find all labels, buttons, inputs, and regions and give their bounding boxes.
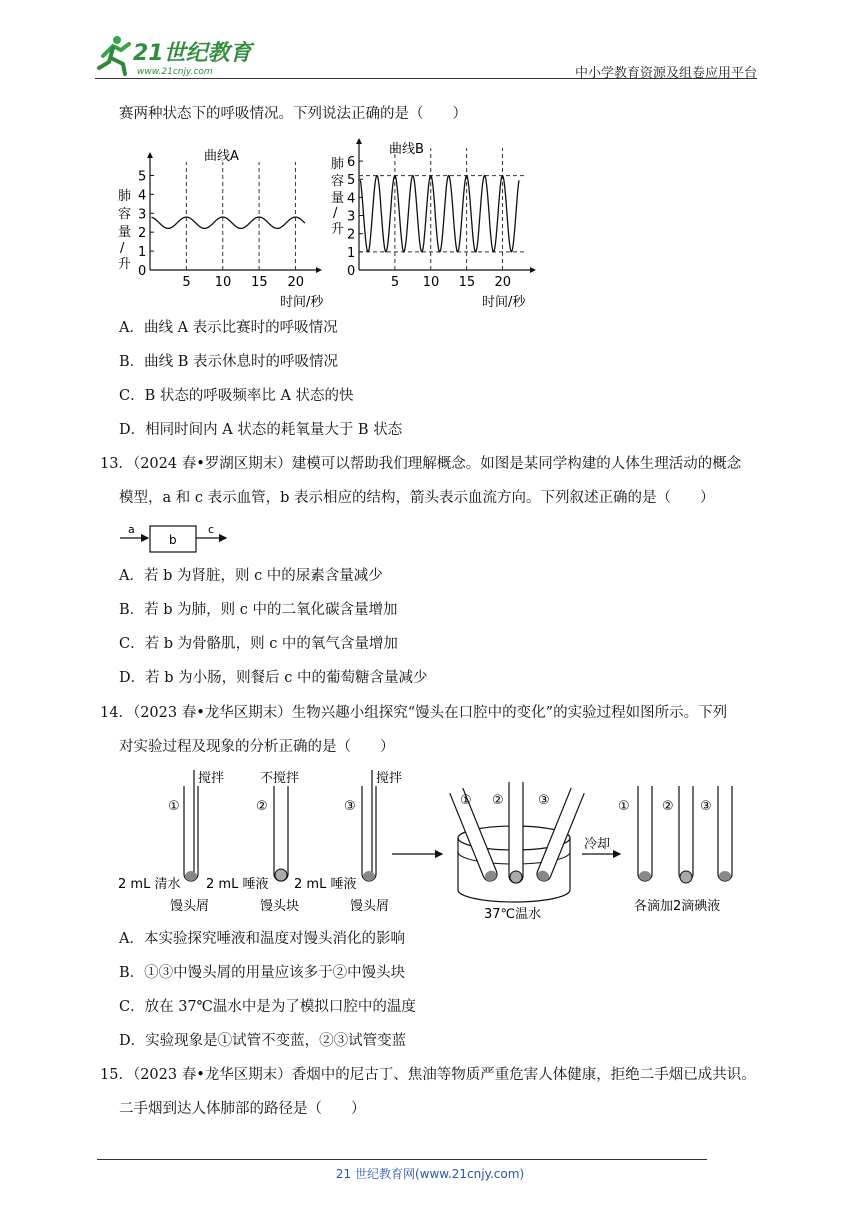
q12-stem: 赛两种状态下的呼吸情况。下列说法正确的是（ ） xyxy=(119,106,467,122)
q14-option-d: D．实验现象是①试管不变蓝，②③试管变蓝 xyxy=(119,1033,407,1049)
vessel-a-label: a xyxy=(128,523,135,536)
x-tick-label: 5 xyxy=(390,275,400,290)
x-axis-arrow-icon xyxy=(316,267,322,273)
q12-option-b: B．曲线 B 表示休息时的呼吸情况 xyxy=(119,354,339,370)
x-tick-label: 10 xyxy=(422,275,440,290)
q14-option-b: B．①③中馒头屑的用量应该多于②中馒头块 xyxy=(119,965,406,981)
tube-3 xyxy=(294,770,402,914)
site-logo xyxy=(95,34,265,80)
svg-text:2 mL 唾液: 2 mL 唾液 xyxy=(206,877,269,892)
q12-option-d: D．相同时间内 A 状态的耗氧量大于 B 状态 xyxy=(119,422,403,438)
data-series-line xyxy=(152,217,305,228)
chart-curve-b xyxy=(327,135,542,310)
y-axis-arrow-icon xyxy=(147,152,153,158)
x-tick-label: 5 xyxy=(182,275,191,290)
chart-curve-a xyxy=(112,142,327,310)
y-tick-label: 5 xyxy=(138,169,147,185)
tubes-final xyxy=(618,786,732,914)
chart-b-title: 曲线B xyxy=(389,142,424,157)
svg-text:②: ② xyxy=(492,793,504,808)
svg-text:②: ② xyxy=(662,799,674,814)
q12-option-c: C．B 状态的呼吸频率比 A 状态的快 xyxy=(119,388,354,404)
tube-1 xyxy=(118,770,224,914)
svg-text:肺: 肺 xyxy=(331,157,345,172)
x-tick-label: 10 xyxy=(214,275,232,290)
svg-text:馒头屑: 馒头屑 xyxy=(350,899,390,914)
q13-option-d: D．若 b 为小肠，则餐后 c 中的葡萄糖含量减少 xyxy=(119,670,428,686)
water-bath xyxy=(450,782,584,922)
svg-text:2 mL 清水: 2 mL 清水 xyxy=(118,877,181,892)
chart-a-ylabel xyxy=(118,188,131,272)
svg-text:馒头块: 馒头块 xyxy=(260,899,300,914)
svg-text:③: ③ xyxy=(538,793,550,808)
tube-2 xyxy=(206,770,299,914)
q15-stem-line2: 二手烟到达人体肺部的路径是（ ） xyxy=(119,1101,366,1117)
x-tick-label: 20 xyxy=(494,275,512,290)
y-tick-label: 0 xyxy=(138,264,147,279)
svg-text:升: 升 xyxy=(331,222,345,237)
q14-stem-line1: 14．（2023 春•龙华区期末）生物兴趣小组探究“馒头在口腔中的变化”的实验过程如图所示。下列 xyxy=(100,705,728,721)
svg-text:量: 量 xyxy=(331,191,345,206)
logo-url: www.21cnjy.com xyxy=(137,67,213,77)
x-axis-arrow-icon xyxy=(530,267,536,273)
vessel-c-label: c xyxy=(208,523,215,536)
svg-text:搅拌: 搅拌 xyxy=(198,771,225,786)
svg-text:各滴加2滴碘液: 各滴加2滴碘液 xyxy=(634,899,721,914)
header-rule xyxy=(95,78,757,79)
chart-a-title: 曲线A xyxy=(204,149,239,164)
blood-flow-model xyxy=(116,518,236,558)
platform-name: 中小学教育资源及组卷应用平台 xyxy=(574,66,757,81)
x-tick-label: 15 xyxy=(251,275,268,290)
y-tick-label: 3 xyxy=(138,207,147,223)
y-tick-label: 2 xyxy=(138,226,147,242)
svg-text:③: ③ xyxy=(700,799,712,814)
y-tick-label: 0 xyxy=(347,264,356,279)
svg-text:不搅拌: 不搅拌 xyxy=(260,771,300,786)
y-axis-arrow-icon xyxy=(356,138,362,144)
q14-stem-line2: 对实验过程及现象的分析正确的是（ ） xyxy=(119,739,395,755)
q13-option-c: C．若 b 为骨骼肌，则 c 中的氧气含量增加 xyxy=(119,636,398,652)
y-tick-label: 1 xyxy=(138,245,147,261)
svg-text:搅拌: 搅拌 xyxy=(376,771,403,786)
q15-stem-line1: 15．（2023 春•龙华区期末）香烟中的尼古丁、焦油等物质严重危害人体健康，拒绝二手烟已成共识。 xyxy=(100,1067,756,1083)
y-tick-label: 4 xyxy=(347,191,356,207)
y-tick-label: 5 xyxy=(347,173,356,189)
data-series-line xyxy=(360,176,519,252)
svg-text:/: / xyxy=(333,206,338,221)
svg-text:2 mL 唾液: 2 mL 唾液 xyxy=(294,877,357,892)
svg-text:②: ② xyxy=(256,799,268,814)
svg-text:升: 升 xyxy=(118,257,132,272)
q13-option-a: A．若 b 为肾脏，则 c 中的尿素含量减少 xyxy=(119,568,383,584)
logo-text: 21世纪教育 xyxy=(133,41,252,66)
svg-text:①: ① xyxy=(460,793,472,808)
q12-option-a: A．曲线 A 表示比赛时的呼吸情况 xyxy=(119,320,338,336)
y-tick-label: 6 xyxy=(347,155,356,171)
svg-text:①: ① xyxy=(618,799,630,814)
svg-text:肺: 肺 xyxy=(118,189,132,204)
runner-icon xyxy=(99,36,129,74)
y-tick-label: 2 xyxy=(347,227,356,243)
chart-b-xlabel: 时间/秒 xyxy=(482,295,526,310)
y-tick-label: 1 xyxy=(347,245,356,261)
structure-b-label: b xyxy=(169,533,177,547)
svg-text:容: 容 xyxy=(331,174,345,189)
q13-option-b: B．若 b 为肺，则 c 中的二氧化碳含量增加 xyxy=(119,602,398,618)
q14-option-c: C．放在 37℃温水中是为了模拟口腔中的温度 xyxy=(119,999,416,1015)
y-tick-label: 3 xyxy=(347,209,356,225)
experiment-figure xyxy=(112,764,752,924)
y-tick-label: 4 xyxy=(138,188,147,204)
chart-b-ylabel xyxy=(331,156,344,237)
svg-text:馒头屑: 馒头屑 xyxy=(170,899,210,914)
q13-stem-line1: 13．（2024 春•罗湖区期末）建模可以帮助我们理解概念。如图是某同学构建的人体生理活动的概念 xyxy=(100,456,742,472)
x-tick-label: 15 xyxy=(458,275,476,290)
chart-a-xlabel: 时间/秒 xyxy=(280,295,324,310)
footer-text: 21 世纪教育网(www.21cnjy.com) xyxy=(335,1167,525,1181)
svg-text:①: ① xyxy=(168,799,180,814)
svg-text:/: / xyxy=(120,241,125,256)
svg-text:量: 量 xyxy=(118,225,132,240)
footer-rule xyxy=(97,1159,707,1160)
q13-stem-line2: 模型，a 和 c 表示血管，b 表示相应的结构，箭头表示血流方向。下列叙述正确的是（ ） xyxy=(119,490,715,506)
q14-option-a: A．本实验探究唾液和温度对馒头消化的影响 xyxy=(119,931,405,947)
svg-text:容: 容 xyxy=(118,207,132,222)
svg-text:37℃温水: 37℃温水 xyxy=(484,907,542,922)
svg-text:冷却: 冷却 xyxy=(584,837,611,852)
x-tick-label: 20 xyxy=(287,275,305,290)
svg-text:③: ③ xyxy=(344,799,356,814)
